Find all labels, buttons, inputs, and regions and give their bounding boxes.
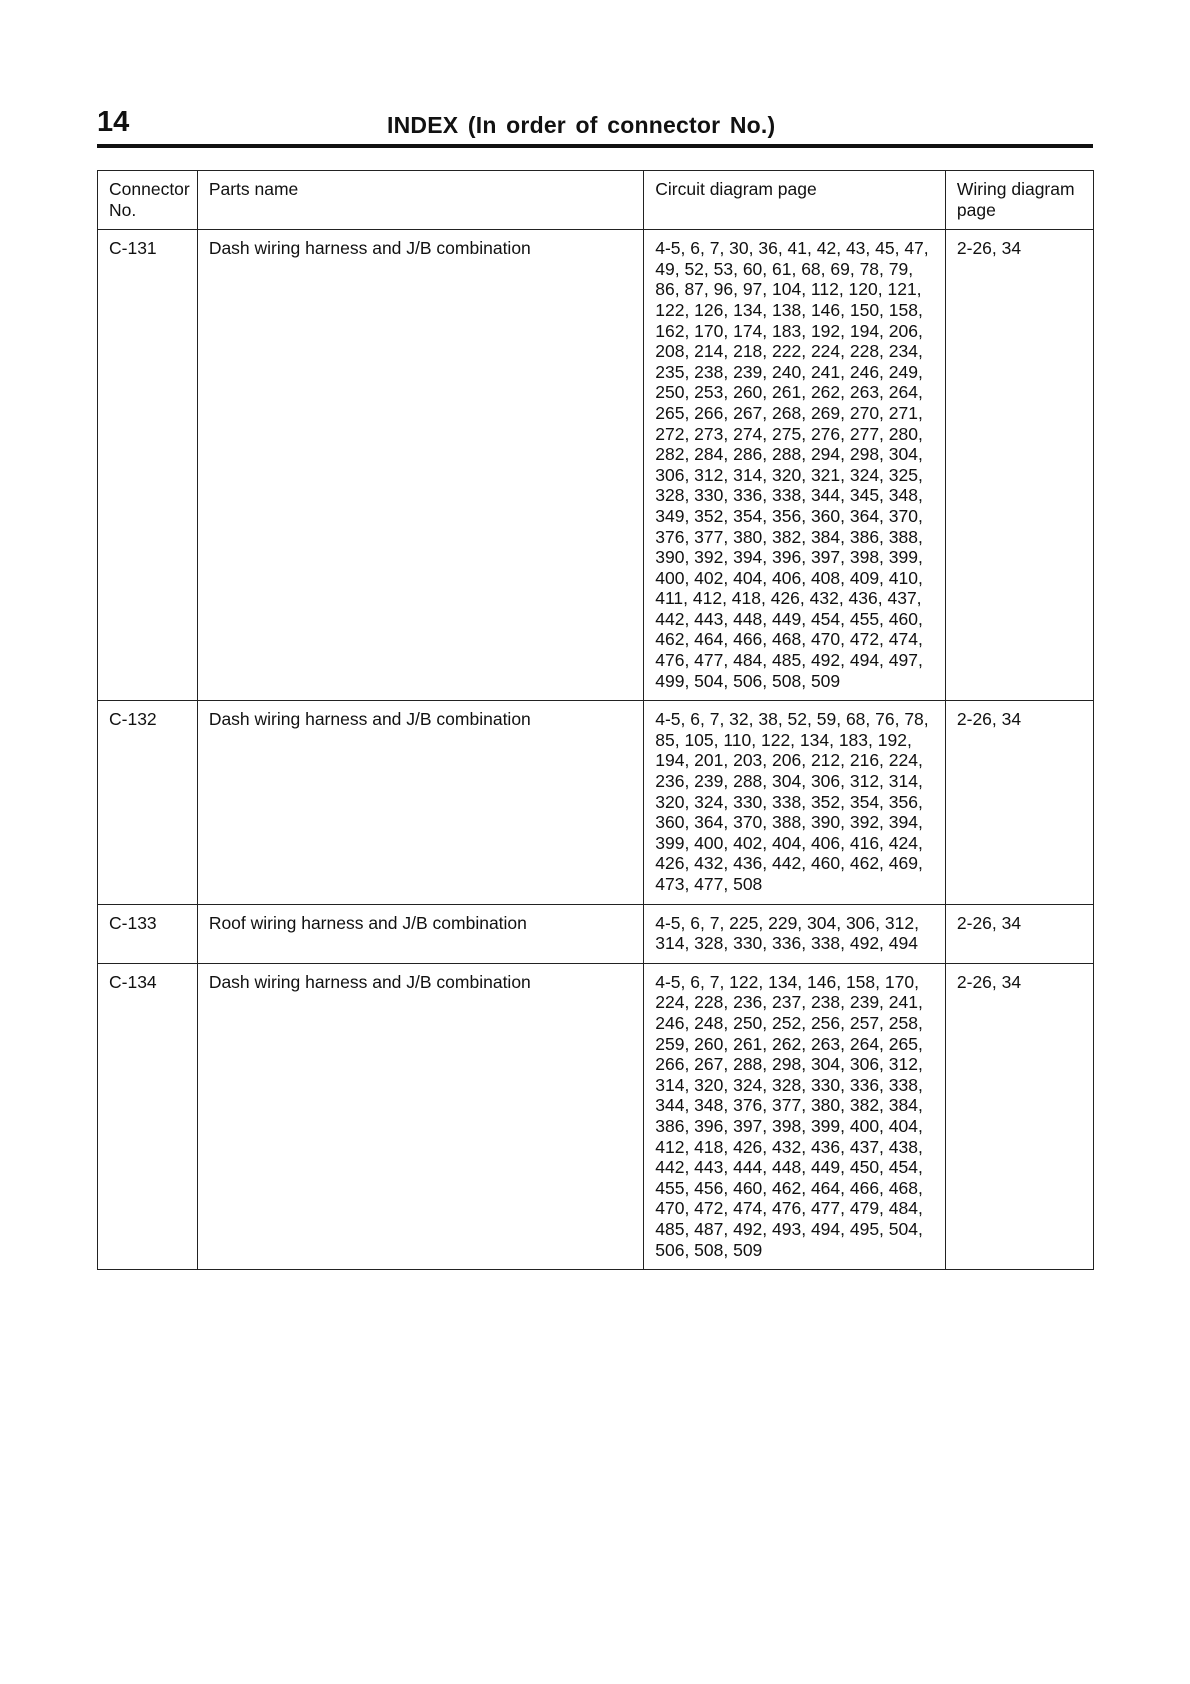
page-title: INDEX (In order of connector No.) — [387, 112, 776, 138]
parts-name-cell: Roof wiring harness and J/B combination — [197, 904, 643, 963]
table-row — [98, 230, 1094, 701]
table-row — [98, 904, 1094, 963]
circuit-pages-cell: 4-5, 6, 7, 225, 229, 304, 306, 312, 314, 328, 330, 336, 338, 492, 494 — [644, 904, 946, 963]
connector-no-cell: C-131 — [98, 230, 198, 701]
parts-name-cell: Dash wiring harness and J/B combination — [197, 230, 643, 701]
circuit-pages-cell: 4-5, 6, 7, 122, 134, 146, 158, 170, 224, 228, 236, 237, 238, 239, 241, 246, 248, 250, 252, 256, 257, 258, 259, 260, 261, 262, 263, 264, 265, 266, 267, 288, 298, 304, 306, 312, 314, 320, 324, 328, 330, 336, 338, 344, 348, 376, 377, 380, 382, 384, 386, 396, 397, 398, 399, 400, 404, 412, 418, 426, 432, 436, 437, 438, 442, 443, 444, 448, 449, 450, 454, 455, 456, 460, 462, 464, 466, 468, 470, 472, 474, 476, 477, 479, 484, 485, 487, 492, 493, 494, 495, 504, 506, 508, 509 — [644, 963, 946, 1269]
table-row — [98, 701, 1094, 904]
parts-name-cell: Dash wiring harness and J/B combination — [197, 963, 643, 1269]
parts-name-cell: Dash wiring harness and J/B combination — [197, 701, 643, 904]
page-number: 14 — [97, 106, 130, 138]
header-parts-name: Parts name — [197, 171, 643, 230]
connector-index-table — [97, 170, 1094, 1270]
connector-no-cell: C-132 — [98, 701, 198, 904]
wiring-pages-cell: 2-26, 34 — [945, 963, 1093, 1269]
connector-no-cell: C-134 — [98, 963, 198, 1269]
wiring-pages-cell: 2-26, 34 — [945, 701, 1093, 904]
connector-no-cell: C-133 — [98, 904, 198, 963]
header-wiring-diagram-page: Wiring diagram page — [945, 171, 1093, 230]
table-row — [98, 963, 1094, 1269]
title-rule — [97, 144, 1093, 148]
wiring-pages-cell: 2-26, 34 — [945, 230, 1093, 701]
table-header-row — [98, 171, 1094, 230]
circuit-pages-cell: 4-5, 6, 7, 30, 36, 41, 42, 43, 45, 47, 49, 52, 53, 60, 61, 68, 69, 78, 79, 86, 87, 96, 97, 104, 112, 120, 121, 122, 126, 134, 138, 146, 150, 158, 162, 170, 174, 183, 192, 194, 206, 208, 214, 218, 222, 224, 228, 234, 235, 238, 239, 240, 241, 246, 249, 250, 253, 260, 261, 262, 263, 264, 265, 266, 267, 268, 269, 270, 271, 272, 273, 274, 275, 276, 277, 280, 282, 284, 286, 288, 294, 298, 304, 306, 312, 314, 320, 321, 324, 325, 328, 330, 336, 338, 344, 345, 348, 349, 352, 354, 356, 360, 364, 370, 376, 377, 380, 382, 384, 386, 388, 390, 392, 394, 396, 397, 398, 399, 400, 402, 404, 406, 408, 409, 410, 411, 412, 418, 426, 432, 436, 437, 442, 443, 448, 449, 454, 455, 460, 462, 464, 466, 468, 470, 472, 474, 476, 477, 484, 485, 492, 494, 497, 499, 504, 506, 508, 509 — [644, 230, 946, 701]
circuit-pages-cell: 4-5, 6, 7, 32, 38, 52, 59, 68, 76, 78, 85, 105, 110, 122, 134, 183, 192, 194, 201, 203, 206, 212, 216, 224, 236, 239, 288, 304, 306, 312, 314, 320, 324, 330, 338, 352, 354, 356, 360, 364, 370, 388, 390, 392, 394, 399, 400, 402, 404, 406, 416, 424, 426, 432, 436, 442, 460, 462, 469, 473, 477, 508 — [644, 701, 946, 904]
header-circuit-diagram-page: Circuit diagram page — [644, 171, 946, 230]
wiring-pages-cell: 2-26, 34 — [945, 904, 1093, 963]
header-connector-no: Connector No. — [98, 171, 198, 230]
